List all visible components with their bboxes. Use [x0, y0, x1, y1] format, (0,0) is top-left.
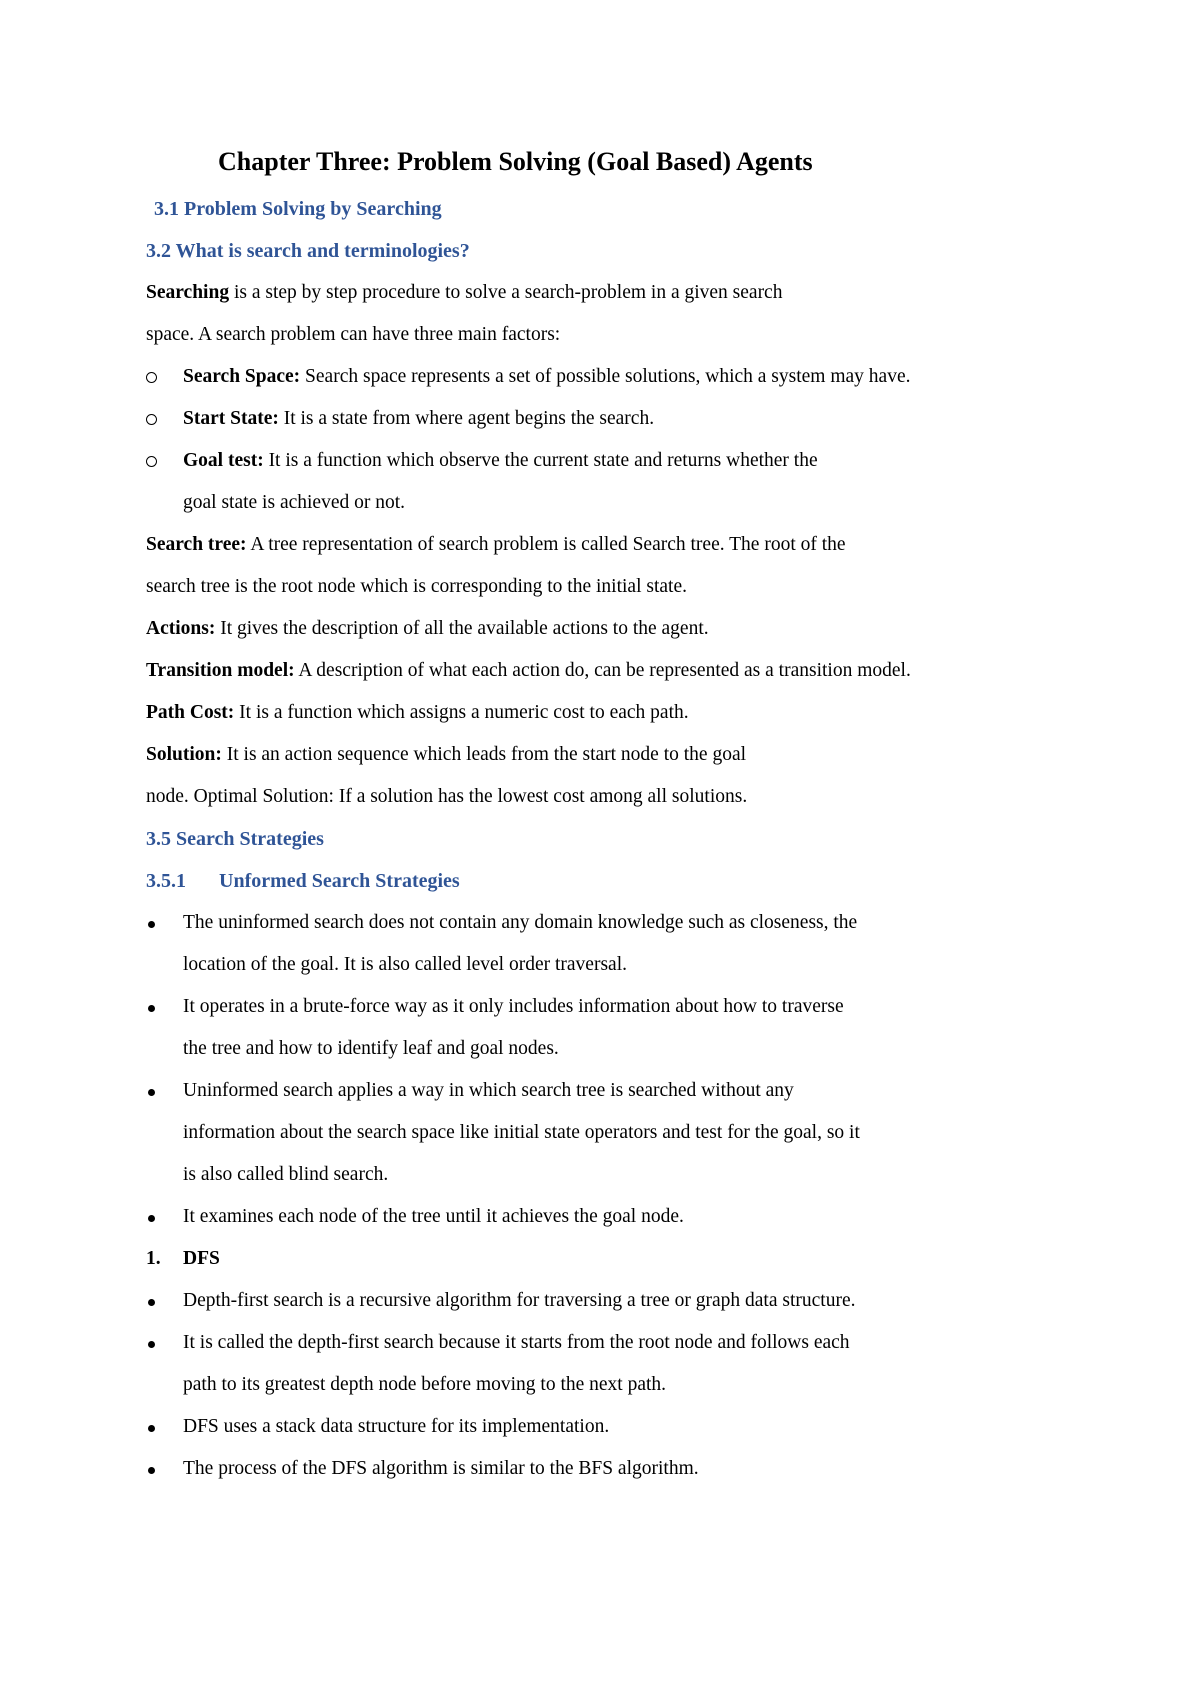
uninformed-bullet-1-line-2: location of the goal. It is also called level order traversal.: [183, 954, 627, 975]
factor-term: Search Space:: [183, 366, 301, 387]
path-cost-line: [146, 699, 689, 727]
transition-model-line: [146, 657, 911, 685]
uninformed-bullet-3-line-1: Uninformed search applies a way in which search tree is searched without any: [183, 1080, 794, 1101]
uninformed-bullet-2-line-2: the tree and how to identify leaf and goal nodes.: [183, 1038, 559, 1059]
section-3-5-1-heading: Unformed Search Strategies: [219, 870, 460, 892]
factor-text: It is a state from where agent begins the search.: [278, 408, 655, 429]
factor-goal-test: [183, 447, 818, 475]
actions-term: Actions:: [146, 618, 216, 639]
section-3-2-heading: 3.2 What is search and terminologies?: [146, 240, 470, 262]
dfs-bullet-2-line-2: path to its greatest depth node before moving to the next path.: [183, 1374, 667, 1395]
search-tree-line-1: [146, 531, 846, 559]
search-tree-line-2: search tree is the root node which is corresponding to the initial state.: [146, 576, 687, 597]
bullet-dot-icon: [146, 1413, 155, 1441]
dfs-bullet-3-line-1: DFS uses a stack data structure for its implementation.: [183, 1416, 610, 1437]
searching-term: Searching: [146, 282, 230, 303]
bullet-dot-icon: [146, 1077, 155, 1105]
section-3-5-heading: 3.5 Search Strategies: [146, 828, 324, 850]
dfs-heading: DFS: [183, 1248, 220, 1269]
uninformed-bullet-2-line-1: It operates in a brute-force way as it only includes information about how to traverse: [183, 996, 844, 1017]
solution-line-2: node. Optimal Solution: If a solution has the lowest cost among all solutions.: [146, 786, 748, 807]
solution-term: Solution:: [146, 744, 222, 765]
transition-text: A description of what each action do, can be represented as a transition model.: [294, 660, 911, 681]
circle-bullet-icon: [146, 405, 157, 434]
bullet-dot-icon: [146, 1287, 155, 1315]
factor-text: It is a function which observe the current state and returns whether the: [263, 450, 818, 471]
section-3-1-heading: 3.1 Problem Solving by Searching: [154, 198, 442, 220]
uninformed-bullet-3-line-3: is also called blind search.: [183, 1164, 389, 1185]
uninformed-bullet-4-line-1: It examines each node of the tree until it achieves the goal node.: [183, 1206, 684, 1227]
factor-start-state: [183, 405, 654, 433]
dfs-number: 1.: [146, 1248, 161, 1269]
searching-def-1: is a step by step procedure to solve a search-problem in a given search: [229, 282, 783, 303]
search-tree-text: A tree representation of search problem is called Search tree. The root of the: [246, 534, 846, 555]
dfs-bullet-2-line-1: It is called the depth-first search because it starts from the root node and follows each: [183, 1332, 850, 1353]
bullet-dot-icon: [146, 1455, 155, 1483]
actions-text: It gives the description of all the available actions to the agent.: [215, 618, 709, 639]
path-cost-text: It is a function which assigns a numeric cost to each path.: [234, 702, 689, 723]
searching-paragraph-line-1: [146, 279, 782, 307]
searching-paragraph-line-2: space. A search problem can have three main factors:: [146, 324, 561, 345]
section-3-5-1-number: 3.5.1: [146, 870, 186, 892]
factor-text: Search space represents a set of possible solutions, which a system may have.: [300, 366, 911, 387]
circle-bullet-icon: [146, 447, 157, 476]
transition-term: Transition model:: [146, 660, 295, 681]
uninformed-bullet-3-line-2: information about the search space like initial state operators and test for the goal, so it: [183, 1122, 860, 1143]
solution-line-1: [146, 741, 746, 769]
search-tree-term: Search tree:: [146, 534, 247, 555]
chapter-title: Chapter Three: Problem Solving (Goal Based) Agents: [218, 147, 813, 176]
dfs-bullet-4-line-1: The process of the DFS algorithm is similar to the BFS algorithm.: [183, 1458, 699, 1479]
bullet-dot-icon: [146, 1203, 155, 1231]
bullet-dot-icon: [146, 1329, 155, 1357]
path-cost-term: Path Cost:: [146, 702, 235, 723]
bullet-dot-icon: [146, 993, 155, 1021]
factor-goal-test-continued: goal state is achieved or not.: [183, 492, 406, 513]
factor-term: Start State:: [183, 408, 279, 429]
circle-bullet-icon: [146, 363, 157, 392]
actions-line: [146, 615, 709, 643]
uninformed-bullet-1-line-1: The uninformed search does not contain any domain knowledge such as closeness, the: [183, 912, 858, 933]
solution-text: It is an action sequence which leads from the start node to the goal: [221, 744, 747, 765]
factor-search-space: [183, 363, 910, 391]
factor-term: Goal test:: [183, 450, 264, 471]
dfs-bullet-1-line-1: Depth-first search is a recursive algorithm for traversing a tree or graph data structure.: [183, 1290, 856, 1311]
bullet-dot-icon: [146, 909, 155, 937]
